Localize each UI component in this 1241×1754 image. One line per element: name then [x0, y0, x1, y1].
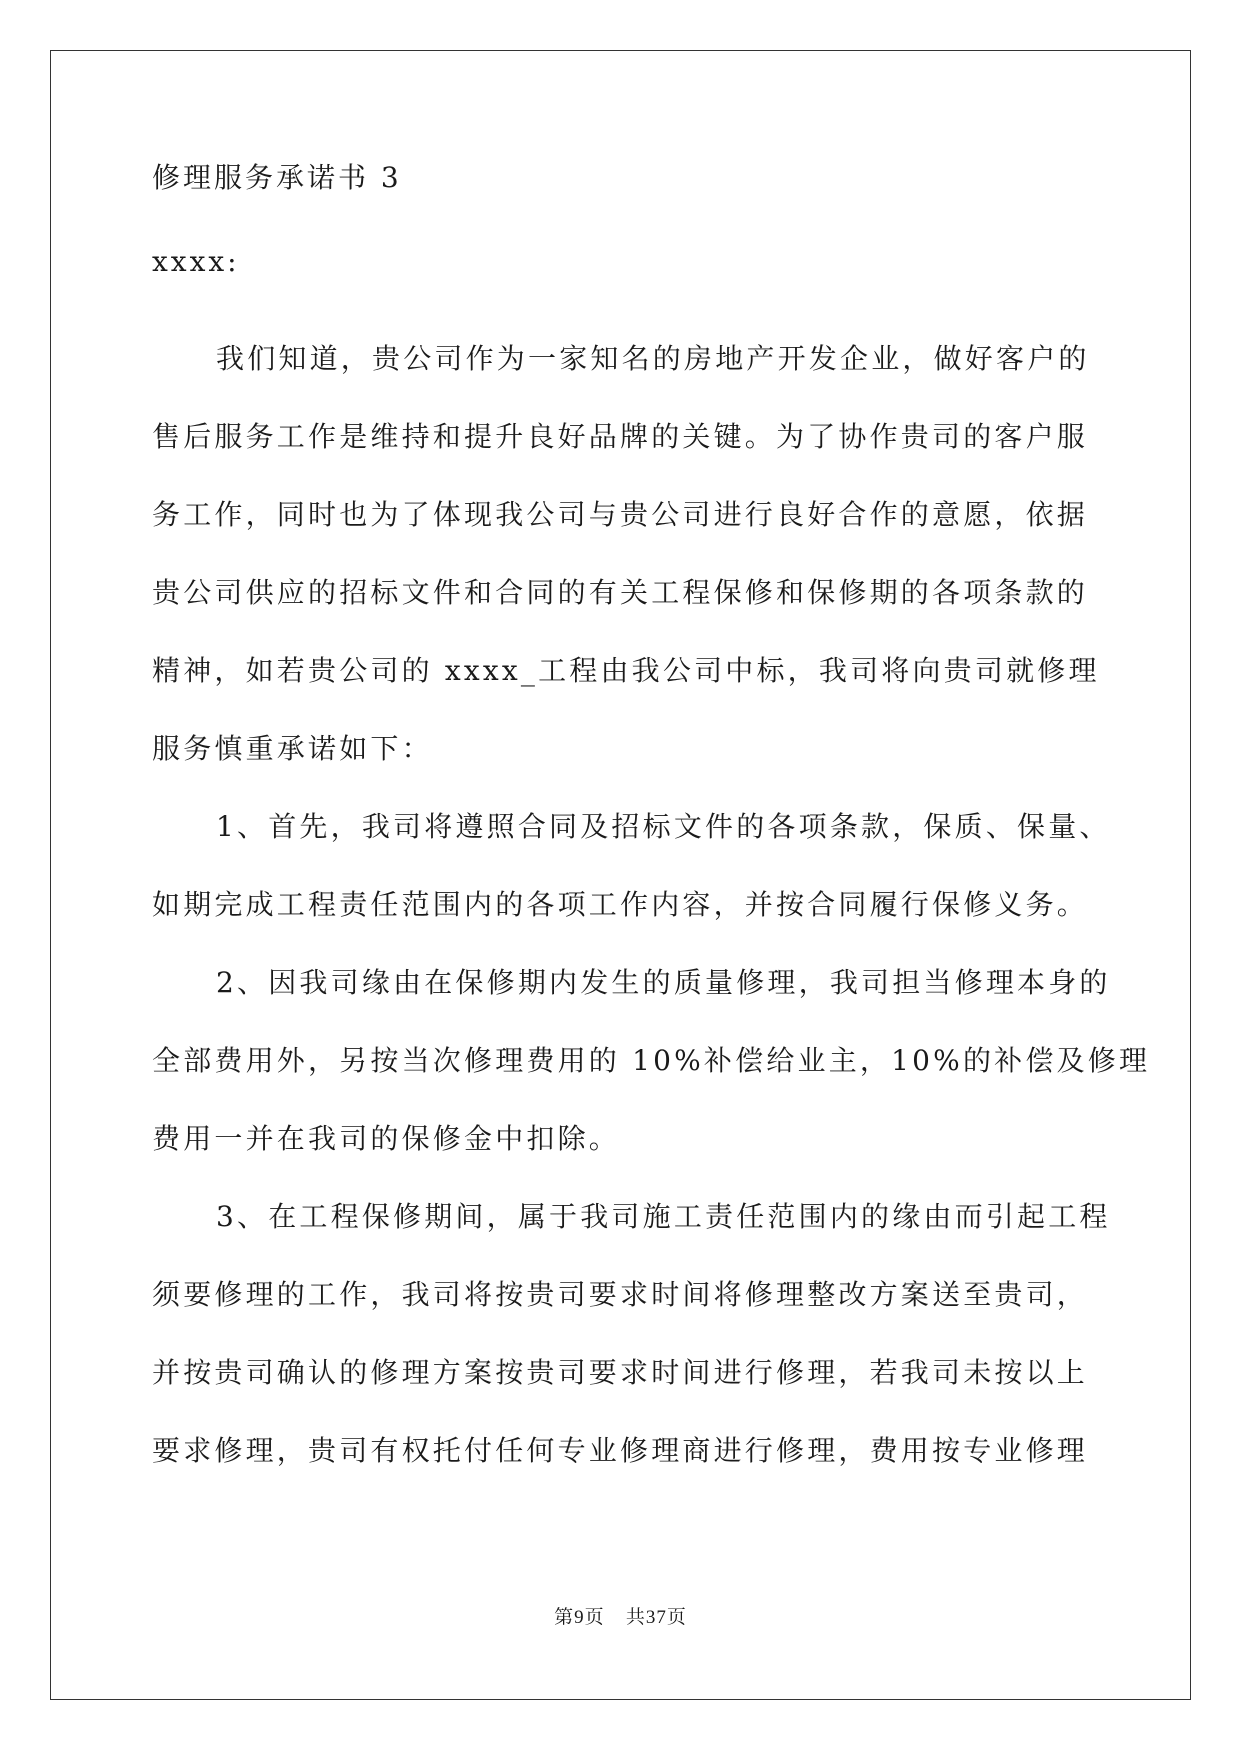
- text-line: 我们知道，贵公司作为一家知名的房地产开发企业，做好客户的: [216, 342, 1090, 375]
- text-line: 并按贵司确认的修理方案按贵司要求时间进行修理，若我司未按以上: [152, 1356, 1089, 1389]
- total-pages: 37: [645, 1607, 667, 1628]
- page-footer: [0, 1602, 1241, 1629]
- text-line: 贵公司供应的招标文件和合同的有关工程保修和保修期的各项条款的: [152, 576, 1089, 609]
- salutation: xxxx:: [152, 245, 240, 278]
- paragraph-item-3: [152, 1178, 1111, 1490]
- page-number: 9: [574, 1607, 585, 1628]
- text-line: 3、在工程保修期间，属于我司施工责任范围内的缘由而引起工程: [216, 1200, 1111, 1233]
- page-prefix: 第: [554, 1606, 575, 1628]
- text-line: 须要修理的工作，我司将按贵司要求时间将修理整改方案送至贵司，: [152, 1278, 1089, 1311]
- paragraph-intro: [152, 320, 1100, 788]
- text-line: 如期完成工程责任范围内的各项工作内容，并按合同履行保修义务。: [152, 888, 1089, 921]
- text-line: 务工作，同时也为了体现我公司与贵公司进行良好合作的意愿，依据: [152, 498, 1089, 531]
- text-line: 要求修理，贵司有权托付任何专业修理商进行修理，费用按专业修理: [152, 1434, 1089, 1467]
- paragraph-item-2: [152, 944, 1151, 1178]
- document-body: [152, 160, 1151, 1490]
- total-prefix: 共: [625, 1606, 646, 1628]
- text-line: 1、首先，我司将遵照合同及招标文件的各项条款，保质、保量、: [216, 810, 1111, 843]
- text-line: 精神，如若贵公司的 xxxx_工程由我公司中标，我司将向贵司就修理: [152, 654, 1100, 687]
- total-suffix: 页: [666, 1606, 687, 1628]
- paragraph-item-1: [152, 788, 1111, 944]
- text-line: 服务慎重承诺如下：: [152, 732, 433, 765]
- text-line: 2、因我司缘由在保修期内发生的质量修理，我司担当修理本身的: [216, 966, 1111, 999]
- text-line: 费用一并在我司的保修金中扣除。: [152, 1122, 621, 1155]
- document-title: 修理服务承诺书 3: [152, 161, 402, 194]
- page-suffix: 页: [584, 1606, 605, 1628]
- text-line: 全部费用外，另按当次修理费用的 10%补偿给业主，10%的补偿及修理: [152, 1044, 1151, 1077]
- text-line: 售后服务工作是维持和提升良好品牌的关键。为了协作贵司的客户服: [152, 420, 1089, 453]
